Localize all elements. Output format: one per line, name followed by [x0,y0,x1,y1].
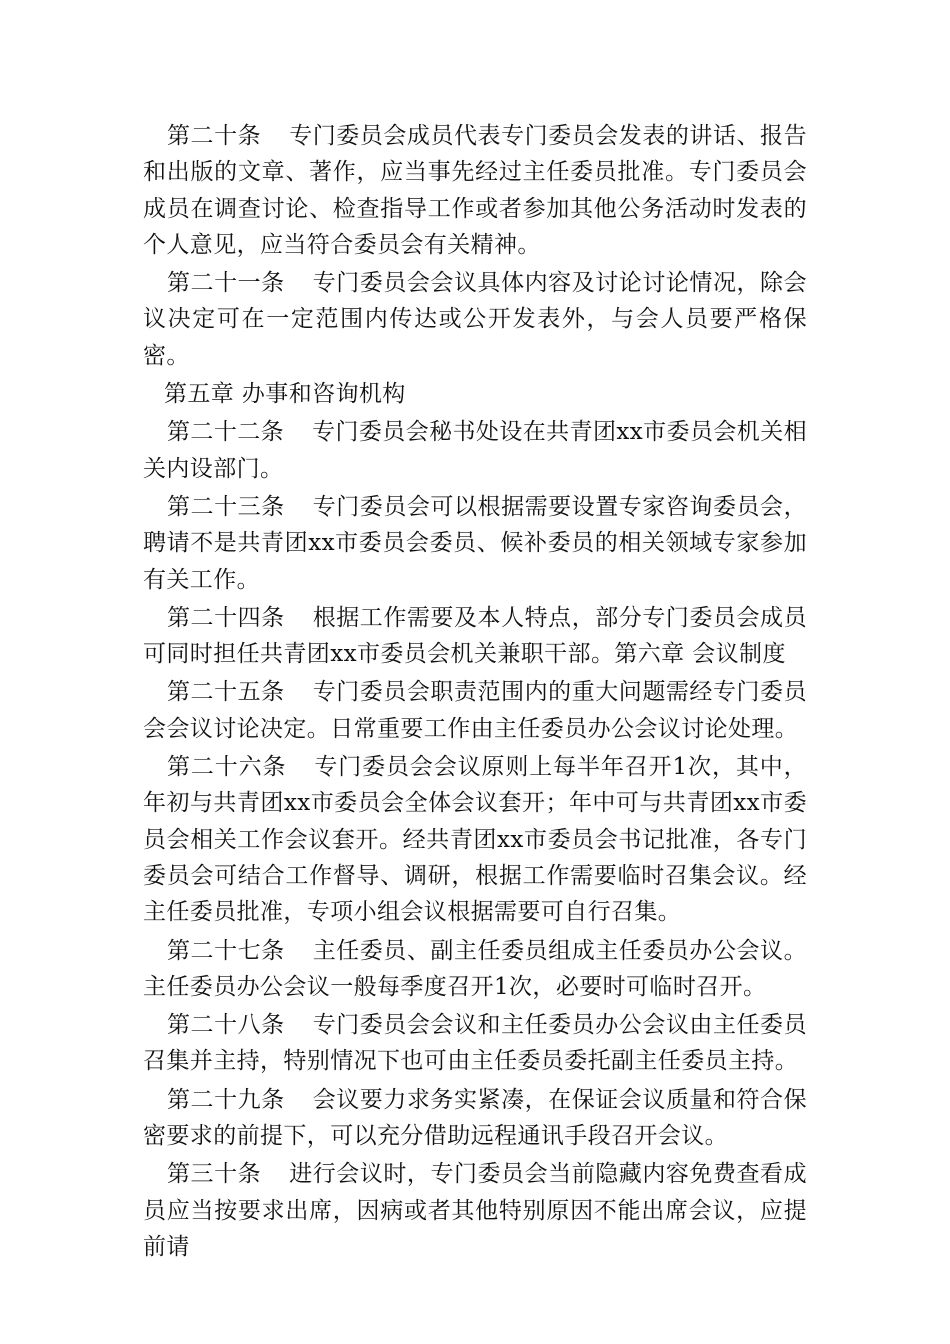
article-27 [143,933,807,1006]
article-number: 第二十六条 [167,754,287,781]
article-number: 第二十一条 [167,270,285,297]
article-24 [143,600,807,673]
article-30 [143,1156,807,1265]
article-text: 专门委员会职责范围内的重大问题需经专门委员会会议讨论决定。日常重要工作由主任委员办公会议讨论处理。 [143,679,807,742]
article-22 [143,414,807,487]
article-28 [143,1007,807,1080]
article-number: 第二十七条 [167,937,285,964]
article-text: 专门委员会成员代表专门委员会发表的讲话、报告和出版的文章、著作，应当事先经过主任委员批准。专门委员会成员在调查讨论、检查指导工作或者参加其他公务活动时发表的个人意见，应当符合委员会有关精神。 [143,123,807,258]
article-text: 进行会议时，专门委员会当前隐藏内容免费查看成员应当按要求出席，因病或者其他特别原因不能出席会议，应提前请 [143,1161,807,1260]
article-number: 第二十四条 [167,604,285,631]
article-text: 专门委员会会议原则上每半年召开1次，其中，年初与共青团xx市委员会全体会议套开；年中可与共青团xx市委员会相关工作会议套开。经共青团xx市委员会书记批准，各专门委员会可结合工作督导、调研，根据工作需要临时召集会议。经主任委员批准，专项小组会议根据需要可自行召集。 [143,754,807,926]
document-page [143,118,807,1267]
article-29 [143,1082,807,1155]
article-text: 专门委员会可以根据需要设置专家咨询委员会，聘请不是共青团xx市委员会委员、候补委员的相关领域专家参加有关工作。 [143,493,807,593]
article-number: 第二十五条 [167,679,285,706]
article-25 [143,674,807,747]
article-text: 专门委员会会议和主任委员办公会议由主任委员召集并主持，特别情况下也可由主任委员委托副主任委员主持。 [143,1012,807,1075]
article-number: 第二十条 [167,123,262,149]
article-21 [143,265,807,374]
article-text: 专门委员会秘书处设在共青团xx市委员会机关相关内设部门。 [143,419,808,482]
article-text: 专门委员会会议具体内容及讨论讨论情况，除会议决定可在一定范围内传达或公开发表外，与会人员要严格保密。 [143,270,807,369]
article-number: 第二十三条 [167,493,285,520]
article-number: 第二十九条 [167,1086,285,1113]
article-number: 第二十八条 [167,1012,285,1039]
article-text: 会议要力求务实紧凑，在保证会议质量和符合保密要求的前提下，可以充分借助远程通讯手段召开会议。 [143,1086,807,1150]
chapter-heading: 第五章 办事和咨询机构 [164,381,406,408]
article-number: 第三十条 [167,1161,262,1188]
article-20 [143,118,807,263]
article-text: 主任委员、副主任委员组成主任委员办公会议。主任委员办公会议一般每季度召开1次，必要时可临时召开。 [143,937,807,1000]
article-26 [143,749,807,930]
article-23 [143,489,807,598]
article-text: 根据工作需要及本人特点，部分专门委员会成员可同时担任共青团xx市委员会机关兼职干部。第六章 会议制度 [143,604,807,668]
article-number: 第二十二条 [167,419,285,446]
